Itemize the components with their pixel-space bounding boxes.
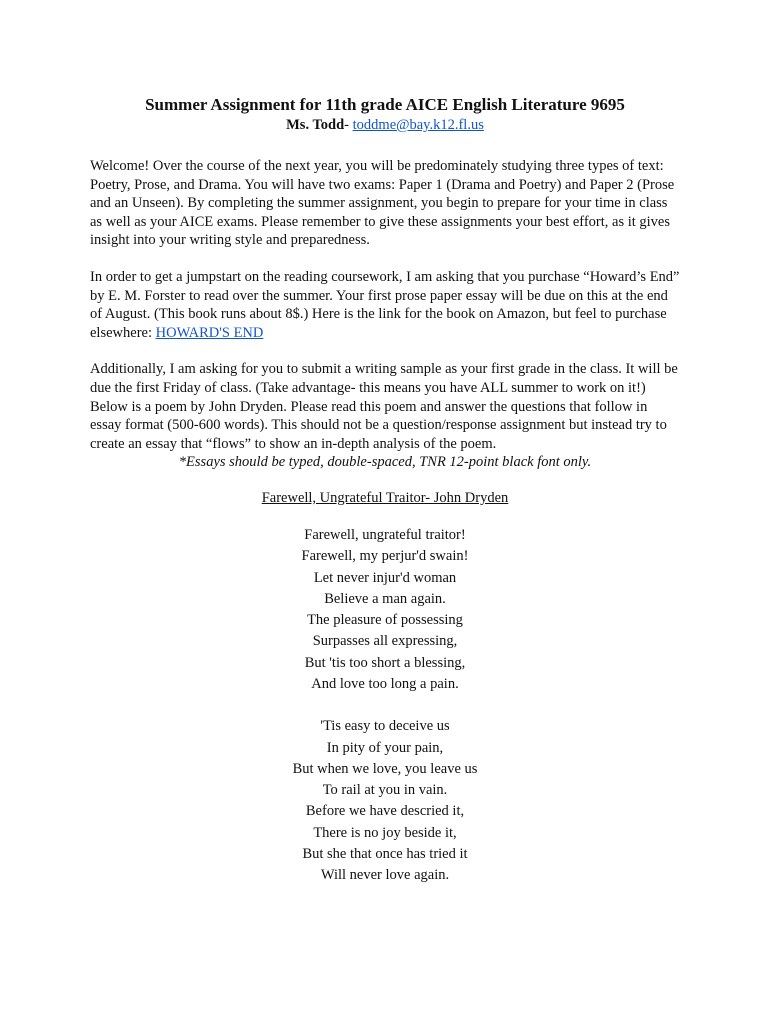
poem-line: Will never love again.	[320, 867, 450, 884]
teacher-email-link[interactable]: toddme@bay.k12.fl.us	[352, 117, 484, 133]
document-title: Summer Assignment for 11th grade AICE English Literature 9695	[145, 95, 625, 114]
book-link[interactable]: HOWARD'S END	[155, 324, 264, 341]
poem-title: Farewell, Ungrateful Traitor- John Dryden	[261, 489, 509, 506]
poem-line: Farewell, my perjur'd swain!	[301, 548, 469, 565]
poem-line: Farewell, ungrateful traitor!	[304, 526, 466, 543]
poem-line: Before we have descried it,	[305, 803, 465, 820]
paragraph-gap	[90, 342, 680, 360]
author-line	[90, 115, 680, 135]
poem-line: In pity of your pain,	[326, 739, 444, 756]
poem-line: But she that once has tried it	[302, 846, 468, 863]
poem-line: Let never injur'd woman	[313, 569, 457, 586]
poem-line: The pleasure of possessing	[307, 612, 463, 629]
reading-paragraph	[90, 268, 680, 342]
poem-instructions-paragraph: Below is a poem by John Dryden. Please read this poem and answer the questions that follow in essay format (500-600 words). This should not be a question/response assignment but instead try to create an essay that “flows” to show an in-depth analysis of the poem.	[90, 398, 667, 452]
reading-intro-text: In order to get a jumpstart on the reading coursework, I am asking that you purchase “Howard’s End” by E. M. Forster to read over the summer. Your first prose paper essay will be due on this at the end of August. (This book runs about 8$.) Here is the link for the book on Amazon, but feel to purchase elsewhere:	[90, 268, 680, 341]
poem-line: There is no joy beside it,	[313, 824, 457, 841]
poem	[90, 525, 680, 887]
poem-line: 'Tis easy to deceive us	[320, 718, 450, 735]
author-separator: -	[344, 117, 353, 133]
poem-line: Surpasses all expressing,	[312, 633, 458, 650]
paragraph-gap	[90, 250, 680, 268]
teacher-name: Ms. Todd	[286, 117, 345, 133]
poem-stanza-1	[90, 525, 680, 695]
writing-sample-paragraph: Additionally, I am asking for you to submit a writing sample as your first grade in the class. It will be due the first Friday of class. (Take advantage- this means you have ALL summer to work on it!)	[90, 361, 678, 396]
poem-line: But 'tis too short a blessing,	[304, 654, 466, 671]
poem-line: But when we love, you leave us	[292, 760, 478, 777]
poem-line: To rail at you in vain.	[322, 782, 448, 799]
format-note: *Essays should be typed, double-spaced, TNR 12-point black font only.	[178, 454, 592, 471]
document-page	[90, 95, 680, 908]
poem-line: And love too long a pain.	[311, 675, 459, 692]
welcome-paragraph: Welcome! Over the course of the next year, you will be predominately studying three types of text: Poetry, Prose, and Drama. You will have two exams: Paper 1 (Drama and Poetry) and Paper 2 (Prose and an Unseen). By completing the summer assignment, you begin to prepare for your time in class as well as your AICE exams. Please remember to give these assignments your best effort, as it gives insight into your writing style and preparedness.	[90, 158, 675, 249]
poem-stanza-2	[90, 716, 680, 886]
poem-line: Believe a man again.	[324, 590, 446, 607]
